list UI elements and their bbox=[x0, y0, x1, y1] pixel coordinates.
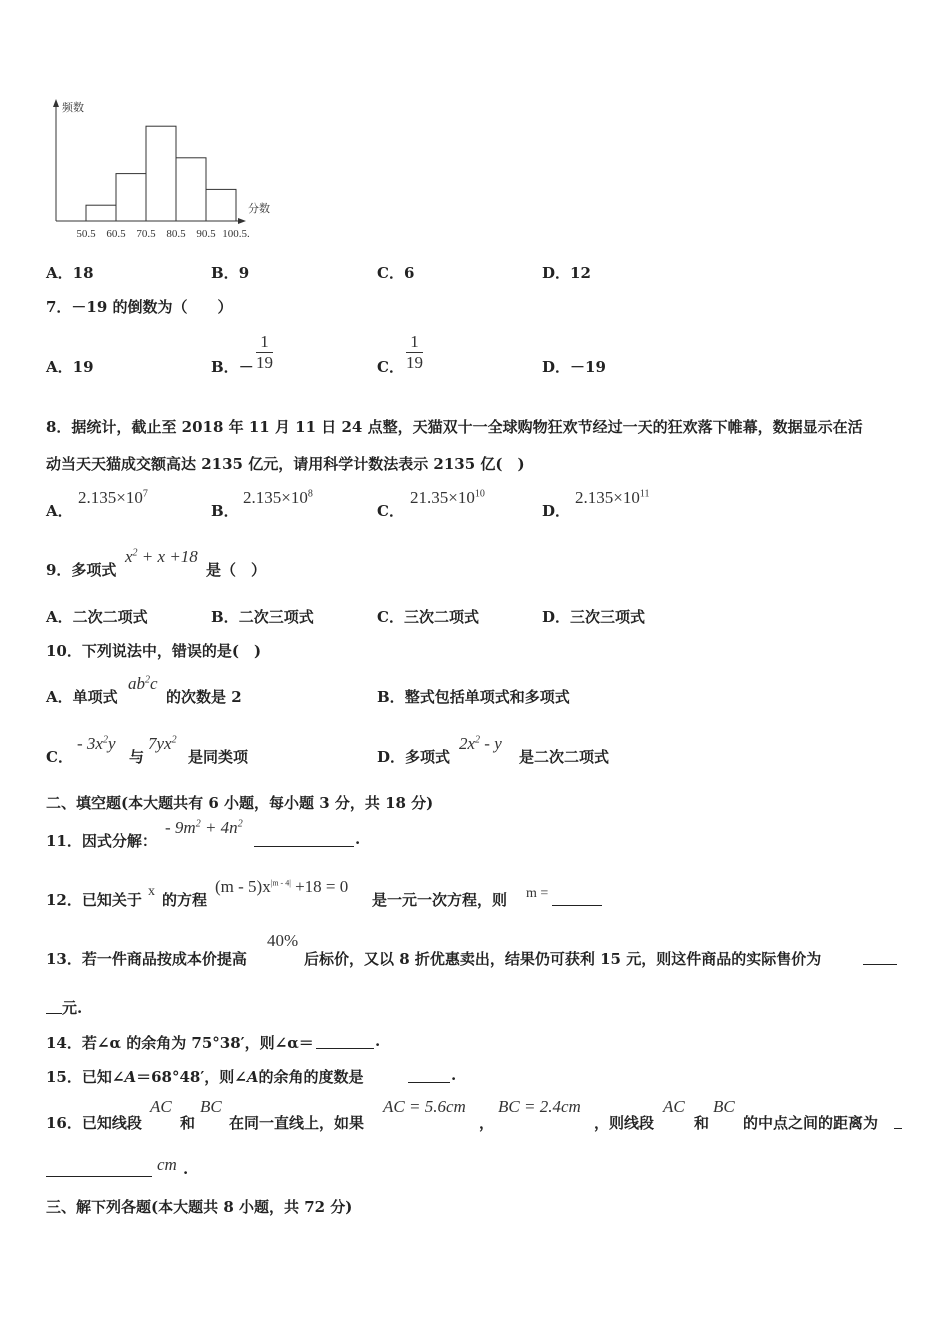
q6-option-c[interactable]: C．6 bbox=[377, 264, 415, 282]
q12-var: x bbox=[148, 884, 155, 899]
x-axis-arrow bbox=[238, 218, 246, 224]
q10-option-b[interactable]: B．整式包括单项式和多项式 bbox=[377, 688, 570, 706]
q7-option-b[interactable]: B．－ bbox=[211, 358, 254, 376]
q15-end: . bbox=[451, 1066, 457, 1084]
q8-option-c-math: $21.35\times 10^{10}$ bbox=[410, 488, 485, 507]
x-tick-label: 100.5. bbox=[222, 228, 250, 240]
q8-stem-line2: 动当天天猫成交额高达 2135 亿元，请用科学计数法表示 2135 亿( ) bbox=[46, 455, 525, 473]
q13-suffix: 后标价，又以 8 折优惠卖出，结果仍可获利 15 元，则这件商品的实际售价为 bbox=[304, 950, 822, 968]
q16-answer-blank-2[interactable] bbox=[46, 1158, 152, 1177]
section2-title: 二、填空题(本大题共有 6 小题，每小题 3 分，共 18 分) bbox=[46, 794, 434, 812]
q10-c-math2: $7yx^2$ bbox=[148, 734, 177, 753]
q12-equation: $(m - 5)x^{|m - 4|} +18 = 0$ bbox=[215, 877, 349, 896]
q12-answer-blank[interactable] bbox=[552, 887, 602, 906]
q9-prefix: 9．多项式 bbox=[46, 561, 117, 579]
q9-option-d[interactable]: D．三次三项式 bbox=[542, 608, 646, 626]
q16-suffix: 的中点之间的距离为 bbox=[743, 1114, 879, 1132]
q12-tail: m = bbox=[526, 886, 549, 901]
y-axis-label: 频数 bbox=[62, 102, 84, 114]
q14-stem: 14．若∠α 的余角为 75°38′，则∠α＝ bbox=[46, 1034, 314, 1052]
q16-bc2: BC bbox=[713, 1097, 735, 1116]
q13-prefix: 13．若一件商品按成本价提高 bbox=[46, 950, 247, 968]
q15-answer-blank[interactable] bbox=[408, 1064, 450, 1083]
q8-option-d-label[interactable]: D． bbox=[542, 502, 571, 520]
x-tick-label: 70.5 bbox=[136, 228, 156, 240]
x-tick-label: 50.5 bbox=[76, 228, 96, 240]
q11-suffix: . bbox=[355, 830, 361, 848]
q10-c-math1: - $3x^2y$ bbox=[77, 734, 116, 753]
q15-stem: 15．已知∠A＝68°48′，则∠A的余角的度数是 bbox=[46, 1068, 364, 1086]
q16-end: . bbox=[183, 1160, 189, 1178]
q9-polynomial: $x^2 + x +18$ bbox=[125, 547, 198, 566]
q10-a-math: $ab^2c$ bbox=[128, 674, 158, 693]
q6-option-b[interactable]: B．9 bbox=[211, 264, 250, 282]
q6-option-d[interactable]: D．12 bbox=[542, 264, 591, 282]
q9-option-a[interactable]: A．二次二项式 bbox=[46, 608, 148, 626]
q6-option-a[interactable]: A．18 bbox=[46, 264, 94, 282]
q13-answer-blank-1[interactable] bbox=[863, 946, 897, 965]
q13-line2: 元. bbox=[62, 999, 83, 1017]
q10-a-post: 的次数是 2 bbox=[166, 688, 242, 706]
q12-prefix: 12．已知关于 bbox=[46, 891, 142, 909]
q16-eq2: BC = 2.4cm bbox=[498, 1097, 581, 1116]
histogram-bar bbox=[86, 205, 116, 221]
q16-unit: cm bbox=[157, 1155, 177, 1174]
histogram-bar bbox=[146, 126, 176, 221]
q16-eq1: AC = 5.6cm bbox=[383, 1097, 466, 1116]
histogram-bar bbox=[176, 158, 206, 221]
q8-stem-line1: 8．据统计，截止至 2018 年 11 月 11 日 24 点整，天猫双十一全球购物狂欢节经过一天的狂欢落下帷幕，数据显示在活 bbox=[46, 418, 863, 436]
q13-answer-blank-2[interactable] bbox=[46, 995, 62, 1014]
q8-option-c-label[interactable]: C． bbox=[377, 502, 404, 520]
q9-option-c[interactable]: C．三次二项式 bbox=[377, 608, 479, 626]
q16-comma: ， bbox=[479, 1114, 495, 1132]
q9-option-b[interactable]: B．二次三项式 bbox=[211, 608, 314, 626]
q7-stem: 7．－19 的倒数为（ ） bbox=[46, 298, 233, 316]
q7-b-fraction: $\frac{1}{19}$ bbox=[256, 332, 273, 372]
q11-answer-blank[interactable] bbox=[254, 828, 354, 847]
q10-stem: 10．下列说法中，错误的是( ) bbox=[46, 642, 262, 660]
q16-mid2: ，则线段 bbox=[594, 1114, 655, 1132]
x-tick-label: 90.5 bbox=[196, 228, 216, 240]
x-tick-label: 60.5 bbox=[106, 228, 126, 240]
section3-title: 三、解下列各题(本大题共 8 小题，共 72 分) bbox=[46, 1198, 353, 1216]
q16-bc: BC bbox=[200, 1097, 222, 1116]
q9-suffix: 是（ ） bbox=[206, 561, 267, 579]
q16-ac2: AC bbox=[663, 1097, 685, 1116]
q8-option-a-math: $2.135\times 10^7$ bbox=[78, 488, 148, 507]
q8-option-b-label[interactable]: B． bbox=[211, 502, 239, 520]
histogram-bar bbox=[116, 174, 146, 221]
q7-option-a[interactable]: A．19 bbox=[46, 358, 94, 376]
q12-suffix: 是一元一次方程，则 bbox=[372, 891, 508, 909]
q8-option-a-label[interactable]: A． bbox=[46, 502, 73, 520]
q11-prefix: 11．因式分解： bbox=[46, 832, 157, 850]
q10-d-post: 是二次二项式 bbox=[519, 748, 610, 766]
q7-option-d[interactable]: D．－19 bbox=[542, 358, 606, 376]
q14-answer-blank[interactable] bbox=[316, 1030, 374, 1049]
q10-c-mid: 与 bbox=[129, 748, 145, 766]
q12-mid: 的方程 bbox=[162, 891, 208, 909]
x-axis-label: 分数 bbox=[248, 203, 270, 215]
q16-prefix: 16．已知线段 bbox=[46, 1114, 142, 1132]
q7-c-fraction: $\frac{1}{19}$ bbox=[406, 332, 423, 372]
q8-option-b-math: $2.135\times 10^8$ bbox=[243, 488, 313, 507]
q16-mid: 在同一直线上，如果 bbox=[229, 1114, 365, 1132]
q14-end: . bbox=[375, 1032, 381, 1050]
histogram-chart bbox=[40, 95, 280, 245]
q10-c-post: 是同类项 bbox=[188, 748, 249, 766]
q16-ac: AC bbox=[150, 1097, 172, 1116]
q10-option-c[interactable]: C． bbox=[46, 748, 73, 766]
q13-percent: 40% bbox=[267, 931, 299, 950]
q7-option-c[interactable]: C． bbox=[377, 358, 404, 376]
q10-option-a[interactable]: A．单项式 bbox=[46, 688, 118, 706]
q16-answer-blank-1[interactable] bbox=[894, 1110, 902, 1129]
q10-option-d[interactable]: D．多项式 bbox=[377, 748, 451, 766]
y-axis-arrow bbox=[53, 99, 59, 107]
x-tick-label: 80.5 bbox=[166, 228, 186, 240]
q11-math: - $9m^2 + 4n^2$ bbox=[165, 818, 243, 837]
q16-and2: 和 bbox=[694, 1114, 710, 1132]
q16-and1: 和 bbox=[180, 1114, 196, 1132]
q10-d-math: $2x^2$ - y bbox=[459, 734, 502, 753]
histogram-bar bbox=[206, 189, 236, 221]
q8-option-d-math: $2.135\times 10^{11}$ bbox=[575, 488, 650, 507]
